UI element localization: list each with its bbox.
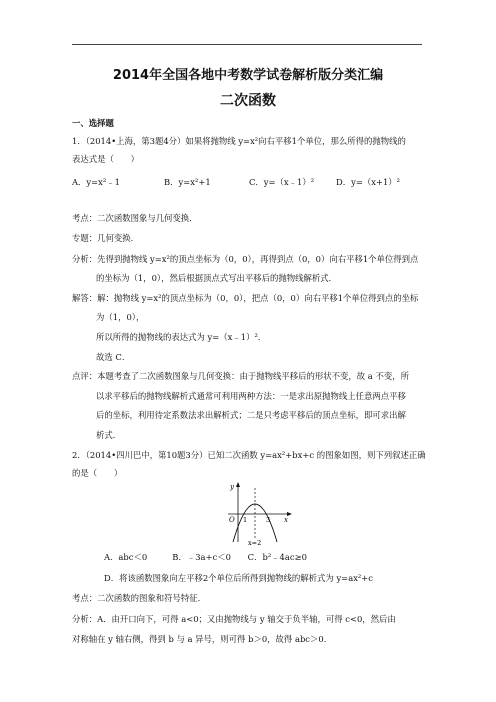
q1-jieda-line1: 解答：解：抛物线 y=x²的顶点坐标为（0，0），把点（0，0）向右平移1个单位得到点的坐标 <box>72 293 419 303</box>
q1-kaodian: 考点：二次函数图象与几何变换． <box>72 213 198 223</box>
q1-dianping-line2: 以求平移后的抛物线解析式通常可利用两种方法：一是求出原抛物线上任意两点平移 <box>96 391 406 401</box>
q2-stem-line1: 2．（2014•四川巴中，第10题3分）已知二次函数 y=ax²+bx+c 的图象如图，则下列叙述正确 <box>72 450 426 460</box>
q1-option-c: C．y=（x﹣1）² <box>249 177 315 187</box>
y-axis-arrow <box>236 482 240 487</box>
parabola-graph <box>224 480 294 546</box>
header-rule <box>72 44 422 45</box>
q1-jieda-line4: 故选 C． <box>96 352 131 362</box>
q2-fenxi-line1: 分析：A．由开口向下，可得 a<0；又由抛物线与 y 轴交于负半轴，可得 c<0，然后由 <box>72 614 396 624</box>
x-axis-label: x <box>284 516 288 524</box>
y-axis-label: y <box>230 483 234 491</box>
q1-stem-line1: 1．（2014•上海，第3题4分）如果将抛物线 y=x²向右平移1个单位，那么所得的抛物线的 <box>72 136 406 146</box>
q1-stem-line2: 表达式是（ ） <box>72 154 139 164</box>
q2-stem-line2: 的是（ ） <box>72 468 123 478</box>
q1-fenxi-line1: 分析：先得到抛物线 y=x²的顶点坐标为（0，0），再得到点（0，0）向右平移1个单位得到点 <box>72 254 419 264</box>
q1-option-d: D．y=（x+1）² <box>336 177 401 187</box>
q1-option-b: B．y=x²+1 <box>164 177 211 187</box>
q1-dianping-line3: 后的坐标，利用待定系数法求出解析式；二是只考虑平移后的顶点坐标，即可求出解 <box>96 410 406 420</box>
q1-dianping-line4: 析式． <box>96 430 122 440</box>
q2-fenxi-line2: 对称轴在 y 轴右侧，得到 b 与 a 异号，则可得 b＞0，故得 abc＞0． <box>72 634 333 644</box>
q1-option-a: A．y=x²﹣1 <box>72 177 120 187</box>
q1-fenxi-line2: 的坐标为（1，0），然后根据顶点式写出平移后的抛物线解析式． <box>96 273 337 283</box>
q1-jieda-line3: 所以所得的抛物线的表达式为 y=（x﹣1）²． <box>96 332 267 342</box>
section-heading: 一、选择题 <box>72 118 114 128</box>
q1-jieda-line2: 为（1，0）， <box>96 312 145 322</box>
origin-label: O <box>229 516 235 524</box>
q1-dianping-line1: 点评：本题考查了二次函数图象与几何变换：由于抛物线平移后的形状不变，故 a 不变，所 <box>72 371 409 381</box>
q2-options-line1: A．abc＜0 B．﹣3a+c＜0 C．b²﹣4ac≥0 <box>104 552 307 562</box>
tick-1-label: 1 <box>243 516 248 524</box>
document-title: 2014年全国各地中考数学试卷解析版分类汇编 <box>112 68 384 83</box>
q2-kaodian: 考点：二次函数的图象和符号特征． <box>72 593 206 603</box>
tick-3-label: 3 <box>266 516 271 524</box>
q1-zhuanti: 专题：几何变换． <box>72 233 139 243</box>
document-subtitle: 二次函数 <box>220 93 276 109</box>
symmetry-axis-label: x=2 <box>248 539 262 546</box>
q2-options-line2: D．将该函数图象向左平移2个单位后所得到抛物线的解析式为 y=ax²+c <box>104 573 373 583</box>
